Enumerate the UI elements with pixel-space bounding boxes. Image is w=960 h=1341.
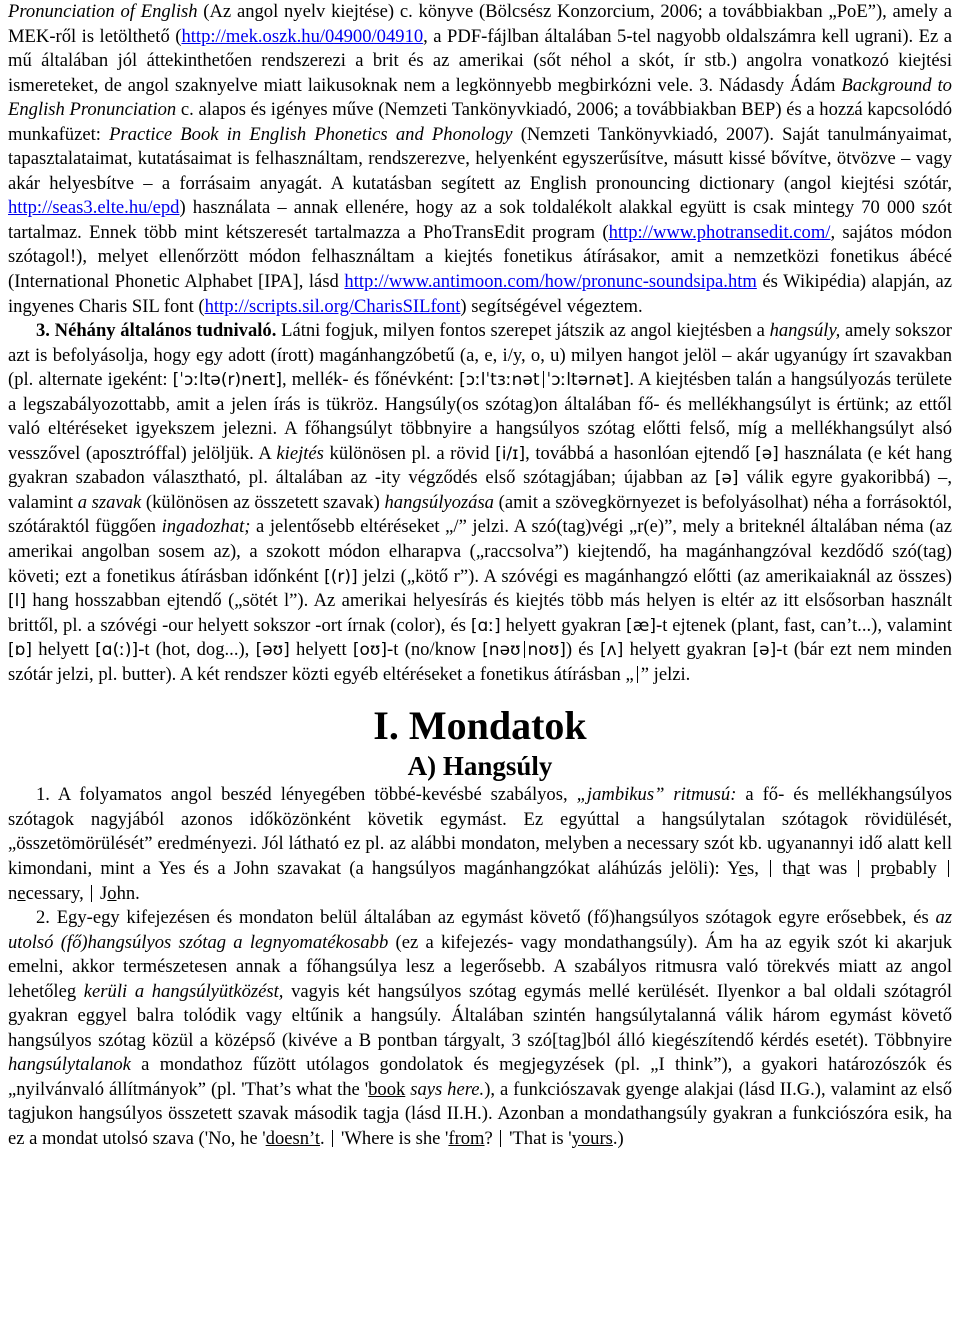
ipa-transcription: [nəʊ <box>482 640 521 661</box>
stress-bar <box>91 885 92 902</box>
chapter-title: I. Mondatok <box>373 703 587 749</box>
book-title-poe: Pronunciation of English <box>8 1 198 22</box>
italic-term: „jambikus” ritmusú: <box>576 784 737 806</box>
text-run: a mondathoz fűzött utólagos gondolatok és megjegyzések (pl. „I think”), a gyakori határozószók és „nyilvánvaló állítmányok” (pl. 'That’s what the ' <box>8 1054 952 1100</box>
general-info-paragraph <box>8 319 952 687</box>
stressed-word: book <box>368 1078 406 1100</box>
text-run: ” jelzi. <box>640 663 691 685</box>
text-run: .) <box>612 1127 624 1149</box>
rule-paragraph-1 <box>8 783 952 906</box>
rule-paragraph-2 <box>8 906 952 1151</box>
intro-paragraph <box>8 0 952 319</box>
text-run: -t (no/know <box>387 639 483 661</box>
ipa-transcription: [i/ɪ] <box>495 443 526 464</box>
text-run: 'Where is she ' <box>336 1127 449 1149</box>
variant-separator-bar <box>524 641 525 658</box>
stress-bar <box>948 860 949 877</box>
stress-bar <box>770 860 771 877</box>
stressed-vowel: e <box>17 882 26 904</box>
charis-sil-link[interactable]: http://scripts.sil.org/CharisSILfont <box>204 295 461 317</box>
ipa-transcription: [ɑ(ː)] <box>95 640 139 661</box>
variant-separator-bar <box>637 666 638 683</box>
stressed-vowel: o <box>107 882 117 904</box>
text-run: a jelentősebb eltéréseket „/” jelzi. A szó(tag)végi „r(e)”, mely a briteknél általában néma (az amerikai angolban sosem az), a szokott módon elharapva („raccsolva”) kiejtendő, ha magánhangzóval kezdődő szó(tag) követi; ezt a fonetikus átírásban időnként <box>8 516 952 587</box>
text-run: ), a funkciószavak gyenge alakjai (lásd II.G.), valamint az első tagjukon hangsúlyos összetett szavak második tagja (lásd II.H.). Azonban a mondathangsúly gyakran a funkciószóra esik, ha ez a mondat utolsó szava ('No, he ' <box>8 1078 952 1149</box>
text-run: . A kiejtésben talán a hangsúlyozás területe a legszabályozottabb, amit a jelen írás is tükröz. Hangsúly(os szótag)on általában fő- és mellékhangsúlyt is értünk; az ettől való eltéréseket igyekszem jelezni. A főhangsúlyt többnyire a hangsúlyos szótag előtti felső, míg a mellékhangsúlyt alsó vesszővel (aposztróffal) jelöljük. A <box>8 369 952 464</box>
ipa-transcription: [ɑː] <box>470 615 501 636</box>
antimoon-link[interactable]: http://www.antimoon.com/how/pronunc-soundsipa.htm <box>344 271 757 293</box>
text-run: th <box>774 857 797 879</box>
ipa-transcription: [ə] <box>755 443 779 464</box>
ipa-transcription: [(r)] <box>324 566 358 587</box>
text-run: . <box>320 1127 330 1149</box>
stressed-word: yours <box>571 1127 613 1149</box>
stress-bar <box>858 860 859 877</box>
text-run: J <box>95 882 108 904</box>
italic-term: kiejtés <box>276 442 324 464</box>
text-run: -t (bár ezt nem minden szótár jelzi, pl. butter). A két rendszer közti egyéb eltéréseket a fonetikus átírásban „ <box>8 639 952 685</box>
italic-term: says here. <box>405 1078 485 1100</box>
text-run: ) segítségével végeztem. <box>460 295 643 317</box>
text-run: amely sokszor azt is befolyásolja, hogy egy adott (írott) magánhangzóbetű (a, e, i/y, o, u) milyen hangot jelöl – akár ugyanúgy írt szavakban (pl. alternate igeként: <box>8 320 952 391</box>
text-run: bably <box>895 857 945 879</box>
italic-term: hangsúly, <box>769 320 841 342</box>
ipa-transcription: noʊ] <box>527 640 566 661</box>
book-title-practice: Practice Book in English Phonetics and Phonology <box>109 123 513 145</box>
text-run: válik egyre gyakoribbá) –, valamint <box>8 467 952 513</box>
italic-term: kerüli a hangsúlyütközést, <box>83 980 284 1002</box>
text-run: cessary, <box>25 882 89 904</box>
stressed-vowel: o <box>886 857 896 879</box>
text-run: -t (hot, dog...), <box>138 639 256 661</box>
text-run: s, <box>747 857 768 879</box>
ipa-transcription: ˈɔːltərnət] <box>546 370 630 391</box>
ipa-transcription: [ˈɔːltə(r)neɪt] <box>172 370 282 391</box>
text-run: (Nemzeti Tankönyvkiadó, 2007). Saját tanulmányaimat, tapasztalataimat, kutatásaimat is felhasználtam, rendszerezve, helyenként egyszerűsítve, másutt kissé bővítve, ötvözve – vagy akár helyesbítve – a forrásaim anyagát. A kutatásban segített az English pronouncing dictionary (angol kiejtési szótár, <box>8 123 952 194</box>
text-run: a fő- és mellékhangsúlyos szótagok nagyjából azonos időközönként követik egymást. Ez egyúttal a hangsúlytalan szótagok rövidülését, „összetömörülését” eredményezi. Jól látható ez pl. az alábbi mondaton, melyben a necessary szót kb. ugyanannyi idő alatt kell kimondani, mint a Yes és a John szavakat (a hangsúlyos magánhangzókat aláhúzás jelöli): Y <box>8 784 952 879</box>
text-run: , továbbá a hasonlóan ejtendő <box>525 442 756 464</box>
ipa-transcription: [ə] <box>714 468 739 489</box>
stress-bar <box>332 1130 333 1147</box>
ipa-transcription: [əʊ] <box>255 640 290 661</box>
section-heading-3: 3. Néhány általános tudnivaló. <box>36 320 277 342</box>
text-run: helyett gyakran <box>623 639 753 661</box>
ipa-transcription: [æ] <box>626 615 656 636</box>
ipa-transcription: [ɔːlˈtɜːnət <box>459 370 540 391</box>
ipa-transcription: [ʌ] <box>600 640 624 661</box>
book-title-bep: Background to English Pronunciation <box>8 74 952 121</box>
text-run: (Az angol nyelv kiejtése) c. könyve (Bölcsész Konzorcium, 2006; a továbbiakban „PoE”), amely a MEK-ről is letölthető ( <box>8 1 952 47</box>
ipa-transcription: [oʊ] <box>352 640 388 661</box>
text-run: hang hosszabban ejtendő („sötét l”). Az amerikai helyesírás és kiejtés több más helyen is eltér az itt elsősorban használt brittől, pl. a szóvégi -our helyett sokszor -ort írnak (color), és <box>8 590 952 636</box>
italic-term: az utolsó (fő)hangsúlyos szótag a legnyomatékosabb <box>8 907 952 953</box>
text-run: (különösen az összetett szavak) <box>141 491 385 513</box>
text-run: , sajátos módon szótagol!), melyet ellenőrzött módon felhasználtam a kiejtés fonetikus átírásakor, amit a nemzetközi fonetikus ábécé (International Phonetic Alphabet [IPA], lásd <box>8 221 953 293</box>
text-run: c. alapos és igényes műve (Nemzeti Tankönyvkiadó, 2006; a továbbiakban BEP) és a hozzá kapcsolódó munkafüzet: <box>8 99 952 145</box>
stress-bar <box>500 1130 501 1147</box>
text-run: pr <box>862 857 887 879</box>
text-run: , a PDF-fájlban általában 5-tel nagyobb oldalszámra kell ugrani). Ez a mű általában jól áttekinthetően rendszerezi a brit és az amerikai (sőt néhol a skót, ír stb.) angolra vonatkozó kiejtési ismereteket, de angol szaknyelve miatt laikusoknak nem a legkönnyebb megbirkózni vele. 3. Nádasdy Ádám <box>8 25 952 96</box>
text-run: , mellék- és főnévként: <box>282 369 460 391</box>
text-run: helyett gyakran <box>500 614 627 636</box>
epd-link[interactable]: http://seas3.elte.hu/epd <box>8 197 180 219</box>
stressed-word: doesn’t <box>265 1127 321 1149</box>
stressed-word: from <box>448 1127 485 1149</box>
text-run: 'That is ' <box>504 1127 572 1149</box>
text-run: ) használata – annak ellenére, hogy az a sok toldalékolt alakkal együtt is csak mintegy 70 000 szót tartalmaz. Ennek több mint kétszeresét tartalmazza a PhoTransEdit program ( <box>8 197 952 243</box>
stressed-vowel: a <box>796 857 806 879</box>
text-run: (ez a kifejezés- vagy mondathangsúly). Ám ha az egyik szót ki akarjuk emelni, akkor természetesen annak a főhangsúlya lesz a legerősebb. A szabályos ritmusra való törekvés miatt az angol lehetőleg <box>8 931 953 1002</box>
text-run: helyett <box>289 639 353 661</box>
italic-term: a szavak <box>77 491 142 513</box>
text-run: és Wikipédia) alapján, az ingyenes Charis SIL font ( <box>8 271 952 317</box>
section-title: A) Hangsúly <box>407 751 553 782</box>
text-run: helyett <box>32 639 96 661</box>
ipa-transcription: [ɒ] <box>8 640 33 661</box>
text-run: ) és <box>565 639 601 661</box>
text-run: hn. <box>116 882 140 904</box>
text-run: ? <box>484 1127 498 1149</box>
text-run: vagyis két hangsúlyos szótag egymás mellé kerülését. Ilyenkor a bal oldali szótagról gyakran eggyel balra tolódik vagy eltűnik a hangsúly. Általában szintén hangsúlytalanná válik három egymást követő hangsúlyos szótag közül a középső (kivéve a B pontban tárgyalt, 3 szó[tag]ból álló kiegészítendő kérdés esetét). Többnyire <box>8 980 952 1051</box>
text-run: Látni fogjuk, milyen fontos szerepet játszik az angol kiejtésben a <box>276 320 770 342</box>
photransedit-link[interactable]: http://www.photransedit.com/ <box>608 221 831 243</box>
text-run: jelzi („kötő r”). A szóvégi es magánhangzó előtti (az amerikaiaknál az összes) <box>357 565 952 587</box>
italic-term: ingadozhat; <box>161 516 251 538</box>
ipa-transcription: [ə] <box>752 640 777 661</box>
ipa-transcription: [l] <box>8 591 26 612</box>
stressed-vowel: e <box>738 857 748 879</box>
text-run: használata (e két hang gyakran szabadon választható, pl. általában az -ity végződés első szótagjában; újabban az <box>8 442 953 489</box>
text-run: 2. Egy-egy kifejezésen és mondaton belül általában az egymást követő (fő)hangsúlyos szótagok egyre erősebbek, és <box>36 907 936 929</box>
italic-term: hangsúlytalanok <box>8 1054 131 1076</box>
text-run: 1. A folyamatos angol beszéd lényegében többé-kevésbé szabályos, <box>36 784 577 806</box>
text-run: n <box>8 882 18 904</box>
text-run: t was <box>805 857 856 879</box>
text-run: különösen pl. a rövid <box>323 442 496 464</box>
italic-term: hangsúlyozása <box>384 491 494 513</box>
text-run: (amit a szövegkörnyezet is befolyásolhat) néha a forrásoktól, szótáraktól függően <box>8 491 952 538</box>
text-run: -t ejtenek (plant, fast, can’t...), valamint <box>656 614 952 636</box>
variant-separator-bar <box>543 371 544 388</box>
mek-link[interactable]: http://mek.oszk.hu/04900/04910 <box>181 25 424 47</box>
